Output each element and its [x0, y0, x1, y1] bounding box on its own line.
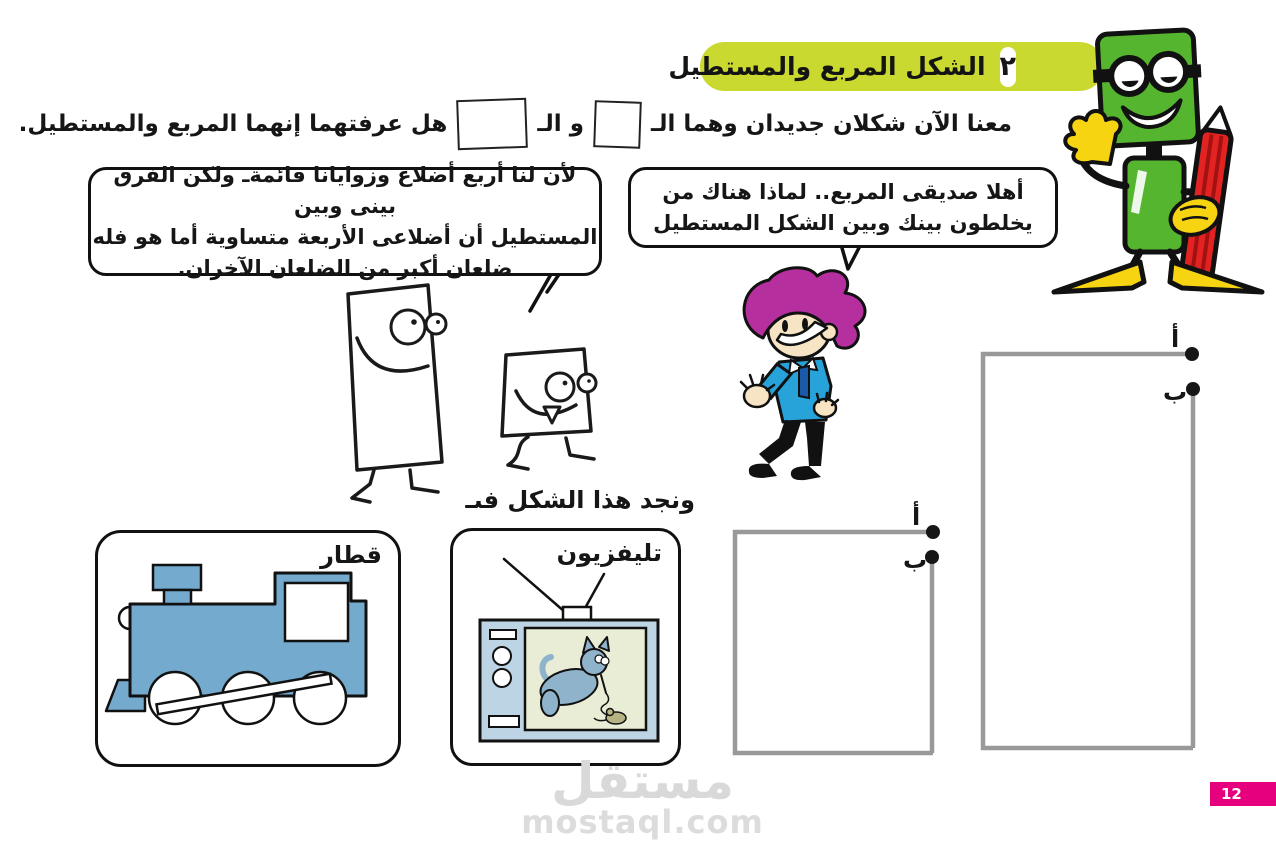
watermark-arabic: مستقل — [551, 752, 734, 810]
lesson-number-badge — [1000, 47, 1016, 87]
watermark — [515, 752, 770, 841]
intro-text-start: معنا الآن شكلان جديدان وهما الـ — [651, 111, 1012, 137]
lesson-title: الشكل المربع والمستطيل — [668, 52, 986, 81]
point-a-label: أ — [1171, 325, 1180, 353]
blank-box-square[interactable] — [593, 100, 642, 149]
lesson-number: ٢ — [999, 51, 1016, 82]
point-a-dot[interactable] — [926, 525, 940, 539]
bubble-line: لأن لنا أربع أضلاع وزوايانا قائمةـ ولكن الفرق بينى وبين — [113, 162, 577, 218]
intro-text-middle: و الـ — [537, 111, 584, 137]
blank-box-rectangle[interactable] — [456, 98, 528, 150]
bubble-line: يخلطون بينك وبين الشكل المستطيل — [653, 210, 1033, 235]
point-b-label: ب — [903, 546, 928, 574]
watermark-domain: mostaql.com — [521, 803, 764, 841]
point-a-label: أ — [912, 503, 921, 531]
tv-label: تليفزيون — [556, 539, 662, 567]
point-a-dot[interactable] — [1185, 347, 1199, 361]
mascot-pencil-character-illustration — [1038, 20, 1276, 295]
find-shape-caption: ونجد هذا الشكل فىـ — [465, 486, 695, 514]
rectangle-character-illustration — [330, 280, 460, 505]
intro-text-end: هل عرفتهما إنهما المربع والمستطيل. — [18, 111, 448, 137]
bubble-line: ضلعان أكبر من الضلعان الآخران. — [177, 255, 513, 280]
boy-character-illustration — [733, 266, 875, 484]
intro-sentence — [19, 96, 1012, 152]
practice-square-canvas[interactable] — [720, 498, 950, 768]
square-speech-bubble — [88, 162, 602, 280]
boy-speech-bubble — [628, 167, 1058, 248]
page-number: 12 — [1221, 785, 1242, 803]
train-label: قطار — [320, 541, 382, 569]
practice-rectangle-canvas[interactable] — [975, 318, 1207, 760]
page-number-tab — [1210, 782, 1276, 806]
bubble-line: المستطيل أن أضلاعى الأربعة متساوية أما هو فله — [92, 224, 598, 249]
point-b-label: ب — [1163, 378, 1188, 406]
point-b-dot[interactable] — [1186, 382, 1200, 396]
bubble-line: أهلا صديقى المربع.. لماذا هناك من — [662, 179, 1024, 204]
train-card — [95, 530, 401, 767]
square-character-illustration — [494, 345, 606, 505]
tv-card — [450, 528, 681, 766]
